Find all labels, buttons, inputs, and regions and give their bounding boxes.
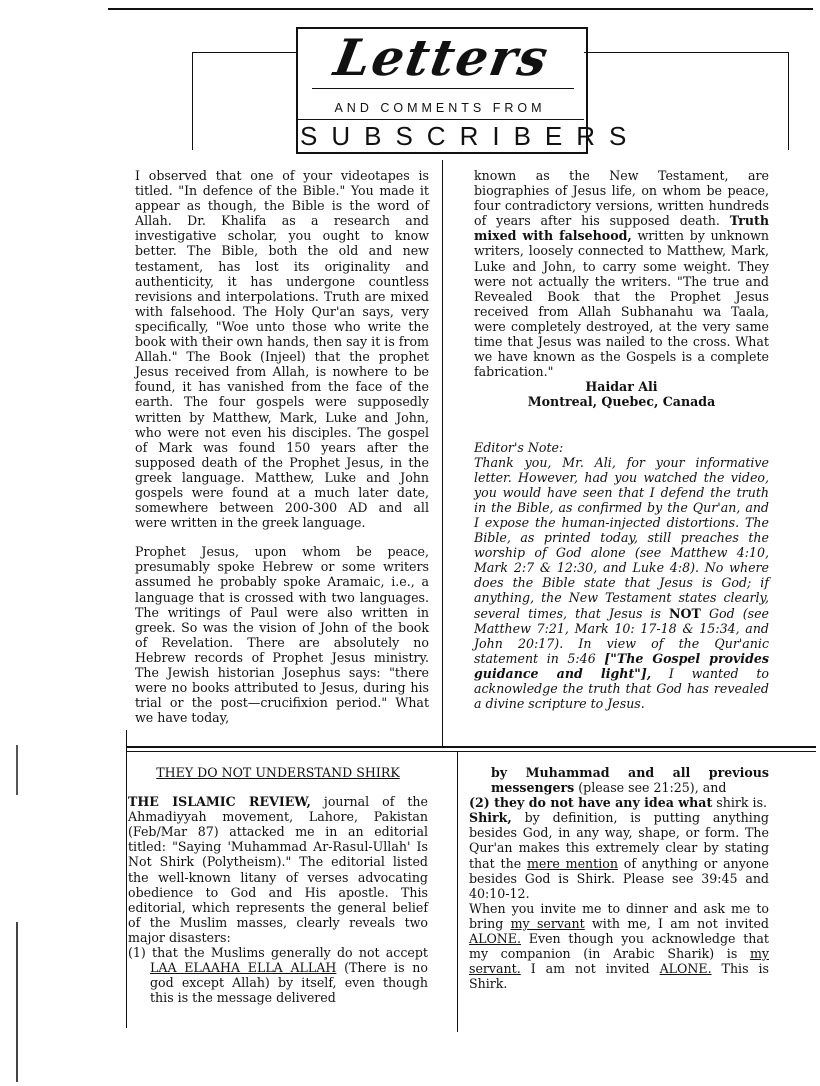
ex-u1: my servant xyxy=(510,915,585,931)
editor-note-body xyxy=(474,455,769,712)
shirk-item-2 xyxy=(469,795,769,810)
ex-a: When you invite me to dinner and ask me to bring xyxy=(469,900,769,931)
shirk-column-1 xyxy=(128,765,428,1005)
logo-underline xyxy=(312,88,574,89)
editor-note-not: NOT xyxy=(669,605,701,621)
section-rule-1 xyxy=(126,746,816,748)
cont-text: (please see 21:25), and xyxy=(578,780,727,796)
shirk-definition xyxy=(469,810,769,901)
ex-c: Even though you acknowledge that my companion (in Arabic Sharik) is xyxy=(469,931,769,962)
header-subtitle: AND COMMENTS FROM xyxy=(334,101,546,115)
shirk-cont xyxy=(469,765,769,795)
shirk-column-2 xyxy=(469,765,769,1005)
left-border-top xyxy=(126,730,127,746)
column-divider-top xyxy=(442,160,443,746)
header-left-line xyxy=(192,52,296,53)
letter-continuation xyxy=(474,168,769,379)
ex-u4: ALONE. xyxy=(659,961,712,977)
letter-cont-text-b: written by unknown writers, loosely connected to Matthew, Mark, Luke and John, to carry some weight. They were not actually the writers. "The true and Revealed Book that the Prophet Jesus received from Allah Subhanahu wa Taala, were completely destroyed, at the very same time that Jesus was nailed to the cross. What we have known as the Gospels is a complete fabrication." xyxy=(474,228,770,380)
item2-rest: shirk is. xyxy=(716,795,768,811)
editor-note-quote: ["The Gospel provides guidance and light"], xyxy=(474,650,769,681)
shirk-p1-text: journal of the Ahmadiyyah movement, Lahore, Pakistan (Feb/Mar 87) attacked me in an editorial titled: "Saying 'Muhammad Ar-Rasul-Ullah' Is Not Shirk (Polytheism)." The editorial listed the well-known litany of verses advocating obedience to God and His apostle. This editorial, which represents the general belief of the Muslim masses, clearly reveals two major disasters: xyxy=(128,794,428,945)
letter-column-1 xyxy=(135,168,429,739)
editor-note-text-b: God (see Matthew 7:21, Mark 10: 17-18 & 15:34, and John 20:17). In view of the Qur'anic statement in 5:46 xyxy=(474,605,769,666)
editor-note xyxy=(474,440,769,712)
editor-note-text-a: Thank you, Mr. Ali, for your informative letter. However, had you watched the video, you would have seen that I defend the truth in the Bible, as confirmed by the Qur'an, and I expose the human-injected distortions. The Bible, as printed today, still preaches the worship of God alone (see Matthew 4:10, Mark 2:7 & 12:30, and Luke 4:8). No where does the Bible state that Jesus is God; if anything, the New Testament states clearly, several times, that Jesus is xyxy=(474,454,769,621)
section-rule-2 xyxy=(126,751,816,752)
subtitle-rule xyxy=(298,119,584,120)
shirk-heading: THEY DO NOT UNDERSTAND SHIRK xyxy=(156,765,400,780)
shirk-paragraph-1 xyxy=(128,794,428,945)
ex-b: with me, I am not invited xyxy=(592,915,769,931)
item1-underlined: LAA ELAAHA ELLA ALLAH xyxy=(150,960,337,976)
item1-text-a: (1) that the Muslims generally do not accept xyxy=(128,945,428,961)
ex-u3: my servant. xyxy=(469,946,769,977)
letter-bold-phrase: Truth mixed with falsehood, xyxy=(474,213,769,244)
shirk-example xyxy=(469,901,769,992)
ex-e: This is Shirk. xyxy=(469,961,769,992)
item1-text-b: (There is no god except Allah) by itself, even though this is the message delivered xyxy=(150,960,428,1006)
review-name: THE ISLAMIC REVIEW, xyxy=(128,794,311,810)
item2-bold: (2) they do not have any idea what xyxy=(469,795,713,811)
ex-u2: ALONE. xyxy=(469,931,521,947)
header-right-line xyxy=(584,52,789,53)
header-right-tick xyxy=(788,52,789,150)
def-underlined: mere mention xyxy=(526,855,618,871)
def-b: of anything or anyone besides God is Shirk. Please see 39:45 and 40:10-12. xyxy=(469,855,769,901)
scan-mark-left xyxy=(16,922,18,1082)
letter-paragraph-2: Prophet Jesus, upon whom be peace, presumably spoke Hebrew or some writers assumed he probably spoke Aramaic, i.e., a language that is crossed with two languages. The writings of Paul were also written in greek. So was the vision of John of the book of Revelation. There are absolutely no Hebrew records of Prophet Jesus ministry. The Jewish historian Josephus says: "there were no books attributed to Jesus, during his trial or the post—crucifixion period." What we have today, xyxy=(135,544,429,726)
signature-name: Haidar Ali xyxy=(585,379,658,395)
header-left-tick xyxy=(192,52,193,150)
top-rule xyxy=(108,8,813,10)
column-divider-bottom xyxy=(457,752,458,1032)
left-border-bottom xyxy=(126,748,127,1028)
editor-note-text-c: I wanted to acknowledge the truth that God has revealed a divine scripture to Jesus. xyxy=(474,665,769,712)
scan-mark-left-2 xyxy=(16,745,18,795)
header-title: SUBSCRIBERS xyxy=(300,121,641,151)
def-bold: Shirk, xyxy=(469,810,512,826)
editor-note-heading: Editor's Note: xyxy=(474,439,564,455)
letter-cont-text-a: known as the New Testament, are biographies of Jesus life, on whom be peace, four contradictory versions, written hundreds of years after his supposed death. xyxy=(474,168,769,229)
letter-paragraph-1: I observed that one of your videotapes is titled. "In defence of the Bible." You made it appear as though, the Bible is the word of Allah. Dr. Khalifa as a research and investigative scholar, you ought to know better. The Bible, both the old and new testament, has lost its originality and authenticity, it has undergone countless revisions and interpolations. Truth are mixed with falsehood. The Holy Qur'an says, very specifically, "Woe unto those who write the book with their own hands, then say it is from Allah." The Book (Injeel) that the prophet Jesus received from Allah, is nowhere to be found, it has vanished from the face of the earth. The four gospels were supposedly written by Matthew, Mark, Luke and John, who were not even his disciples. The gospel of Mark was found 150 years after the supposed death of the Prophet Jesus, in the greek language. Matthew, Luke and John gospels were found at a much later date, somewhere between 200-300 AD and all were written in the greek language. xyxy=(135,168,429,531)
ex-d: I am not invited xyxy=(530,961,650,977)
cont-bold: by Muhammad and all previous messengers xyxy=(491,765,769,796)
def-a: by definition, is putting anything besides God, in any way, shape, or form. The Qur'an makes this extremely clear by stating that the xyxy=(469,810,769,871)
signature-place: Montreal, Quebec, Canada xyxy=(527,394,716,410)
shirk-item-1 xyxy=(128,945,428,1005)
letters-logo: Letters xyxy=(330,28,554,87)
letter-column-2 xyxy=(474,168,769,711)
